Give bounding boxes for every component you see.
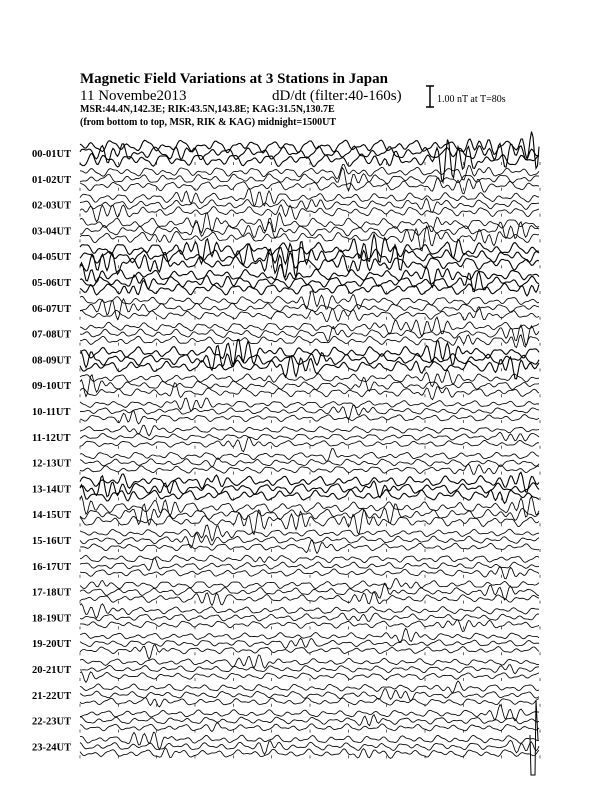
row-label: 09-10UT — [32, 381, 72, 393]
disturbance-spike — [530, 700, 538, 775]
station-trace-kag — [80, 555, 539, 563]
chart-date: 11 Novembe2013 — [80, 88, 187, 104]
row-label: 00-01UT — [32, 149, 72, 160]
row-label: 21-22UT — [32, 690, 72, 702]
station-trace-msr — [80, 411, 539, 424]
station-trace-msr — [80, 748, 539, 759]
station-trace-msr — [80, 226, 539, 251]
station-trace-msr — [80, 464, 539, 474]
scale-label: 1.00 nT at T=80s — [437, 94, 506, 105]
row-label: 05-06UT — [32, 278, 72, 289]
station-trace-msr — [80, 620, 539, 631]
station-trace-rik — [80, 665, 539, 674]
station-trace-msr — [80, 357, 539, 379]
station-trace-kag — [80, 579, 539, 590]
row-label: 14-15UT — [32, 510, 72, 522]
row-label: 01-02UT — [32, 174, 72, 186]
row-label: 16-17UT — [32, 561, 72, 573]
row-label: 02-03UT — [32, 200, 72, 212]
station-trace-msr — [80, 645, 539, 660]
station-trace-kag — [80, 370, 539, 387]
row-label: 19-20UT — [32, 639, 72, 651]
station-trace-rik — [80, 198, 539, 212]
row-label: 11-12UT — [32, 432, 71, 444]
row-label: 04-05UT — [32, 252, 72, 264]
row-label: 06-07UT — [32, 303, 72, 315]
row-label: 07-08UT — [32, 329, 72, 341]
station-trace-rik — [80, 168, 539, 191]
station-trace-kag — [80, 655, 539, 668]
station-trace-msr — [80, 698, 539, 707]
filter-label: dD/dt (filter:40-160s) — [272, 88, 402, 104]
station-trace-rik — [80, 715, 539, 726]
row-label: 03-04UT — [32, 226, 72, 238]
station-trace-rik — [80, 740, 539, 754]
station-trace-msr — [80, 307, 539, 322]
row-label: 08-09UT — [32, 355, 72, 367]
station-trace-kag — [80, 449, 539, 462]
station-trace-rik — [80, 613, 539, 621]
station-trace-msr — [80, 335, 539, 348]
row-label: 22-23UT — [32, 716, 72, 728]
station-trace-rik — [80, 458, 539, 467]
station-trace-kag — [80, 132, 539, 169]
scale-bar — [426, 86, 434, 107]
row-label: 23-24UT — [32, 742, 72, 754]
station-trace-kag — [80, 213, 539, 233]
row-label: 10-11UT — [32, 407, 71, 418]
station-trace-msr — [80, 540, 539, 553]
row-label: 13-14UT — [32, 484, 72, 496]
station-trace-rik — [80, 583, 539, 600]
row-label: 17-18UT — [32, 587, 72, 599]
chart-title: Magnetic Field Variations at 3 Stations in Japan — [80, 71, 388, 87]
station-trace-msr — [80, 723, 539, 732]
station-trace-msr — [80, 672, 539, 683]
row-label: 15-16UT — [32, 536, 72, 547]
station-trace-msr — [80, 205, 539, 222]
station-trace-kag — [80, 165, 539, 180]
station-trace-kag — [80, 425, 539, 436]
station-trace-kag — [80, 525, 539, 541]
station-trace-kag — [80, 681, 539, 693]
station-trace-msr — [80, 485, 539, 504]
row-label: 18-19UT — [32, 613, 72, 625]
row-label: 12-13UT — [32, 458, 72, 470]
station-trace-kag — [80, 398, 539, 411]
station-order-note: (from bottom to top, MSR, RIK & KAG) midnight=1500UT — [80, 117, 337, 128]
row-label: 20-21UT — [32, 665, 72, 676]
station-trace-rik — [80, 504, 539, 525]
station-trace-kag — [80, 732, 539, 749]
station-trace-rik — [80, 638, 539, 648]
station-coordinates: MSR:44.4N,142.3E; RIK:43.5N,143.8E; KAG:31.5N,130.7E — [80, 104, 335, 115]
station-trace-rik — [80, 432, 539, 441]
station-trace-rik — [80, 346, 539, 371]
